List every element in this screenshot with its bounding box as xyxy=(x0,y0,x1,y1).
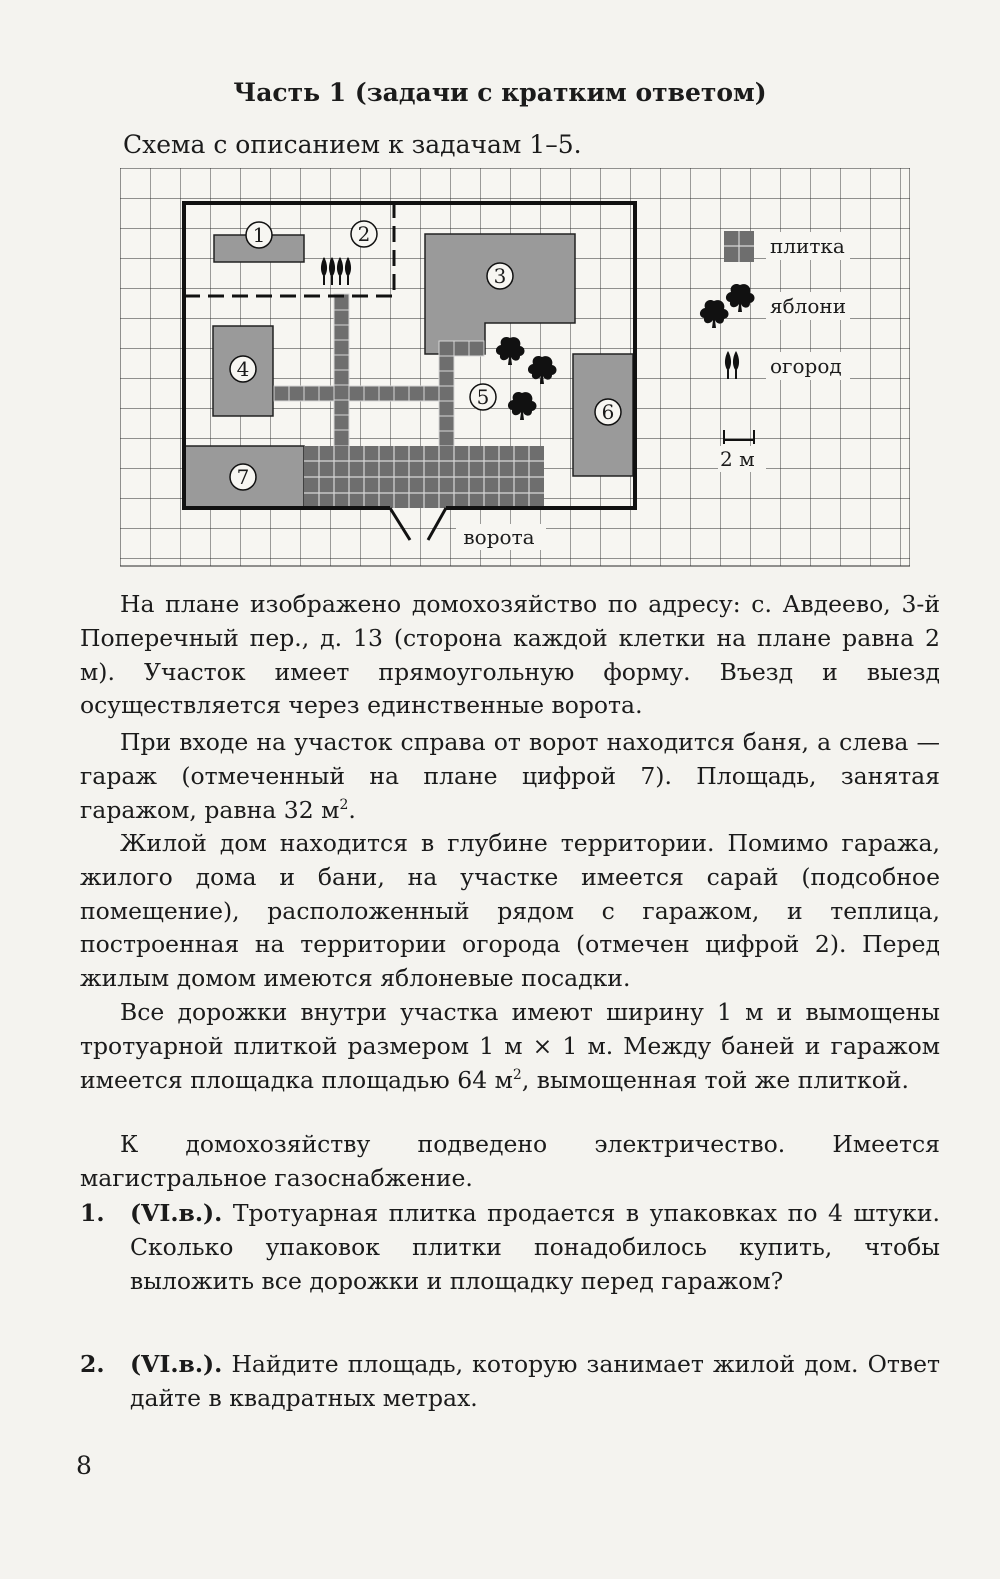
task-2 xyxy=(80,1348,940,1416)
legend-tile-label: плитка xyxy=(770,234,845,258)
label-3 xyxy=(487,263,513,289)
task-level: (VI.в.). xyxy=(130,1199,223,1227)
task-1 xyxy=(80,1197,940,1298)
legend-tile-icon xyxy=(724,231,754,262)
label-7 xyxy=(230,464,256,490)
task-level: (VI.в.). xyxy=(130,1350,223,1378)
label-2 xyxy=(351,221,377,247)
svg-text:2: 2 xyxy=(357,222,371,246)
legend-garden-label: огород xyxy=(770,354,842,378)
svg-text:3: 3 xyxy=(493,264,507,288)
paragraph-garage: При входе на участок справа от ворот находится баня, а слева — гараж (отмеченный на плане цифрой 7). Площадь, занятая гаражом, равна 32 $м^2$. xyxy=(80,728,940,824)
label-6 xyxy=(595,399,621,425)
label-5 xyxy=(470,384,496,410)
section-heading: Часть 1 (задачи с кратким ответом) xyxy=(233,78,767,107)
gate-label: ворота xyxy=(463,525,535,549)
page-number: 8 xyxy=(76,1451,92,1480)
svg-text:7: 7 xyxy=(236,465,250,489)
paragraph-paths: Все дорожки внутри участка имеют ширину 1 м и вымощены тротуарной плиткой размером 1 м × 1 м. Между баней и гаражом имеется площадка площадью 64 $м^2$, вымощенная той же плиткой. xyxy=(80,998,940,1094)
task-text: Найдите площадь, которую занимает жилой дом. Ответ дайте в квадратных метрах. xyxy=(130,1350,940,1412)
paragraph-utilities: К домохозяйству подведено электричество. Имеется магистральное газоснабжение. xyxy=(80,1130,940,1192)
label-1 xyxy=(246,222,272,248)
paragraph-address: На плане изображено домохозяйство по адресу: с. Авдеево, 3-й Поперечный пер., д. 13 (сторона каждой клетки на плане равна 2 м). Участок имеет прямоугольную форму. Въезд и выезд осуществляется через единственные ворота. xyxy=(80,590,940,720)
paragraph-buildings: Жилой дом находится в глубине территории. Помимо гаража, жилого дома и бани, на участке имеется сарай (подсобное помещение), расположенный рядом с гаражом, и теплица, построенная на территории огорода (отмечен цифрой 2). Перед жилым домом имеются яблоневые посадки. xyxy=(80,829,940,993)
scheme-caption: Схема с описанием к задачам 1–5. xyxy=(123,130,582,159)
paved-platform xyxy=(304,446,544,508)
household-plan xyxy=(120,168,910,568)
legend-apple-trees-label: яблони xyxy=(770,294,847,318)
task-number: 2. xyxy=(80,1350,105,1378)
svg-text:4: 4 xyxy=(236,357,250,381)
svg-text:5: 5 xyxy=(476,385,490,409)
svg-text:1: 1 xyxy=(252,223,266,247)
label-4 xyxy=(230,356,256,382)
svg-text:6: 6 xyxy=(601,400,615,424)
legend-scale-label: 2 м xyxy=(720,447,755,471)
task-text: Тротуарная плитка продается в упаковках по 4 штуки. Сколько упаковок плитки понадобилось купить, чтобы выложить все дорожки и площадку перед гаражом? xyxy=(130,1199,940,1295)
task-number: 1. xyxy=(80,1199,105,1227)
